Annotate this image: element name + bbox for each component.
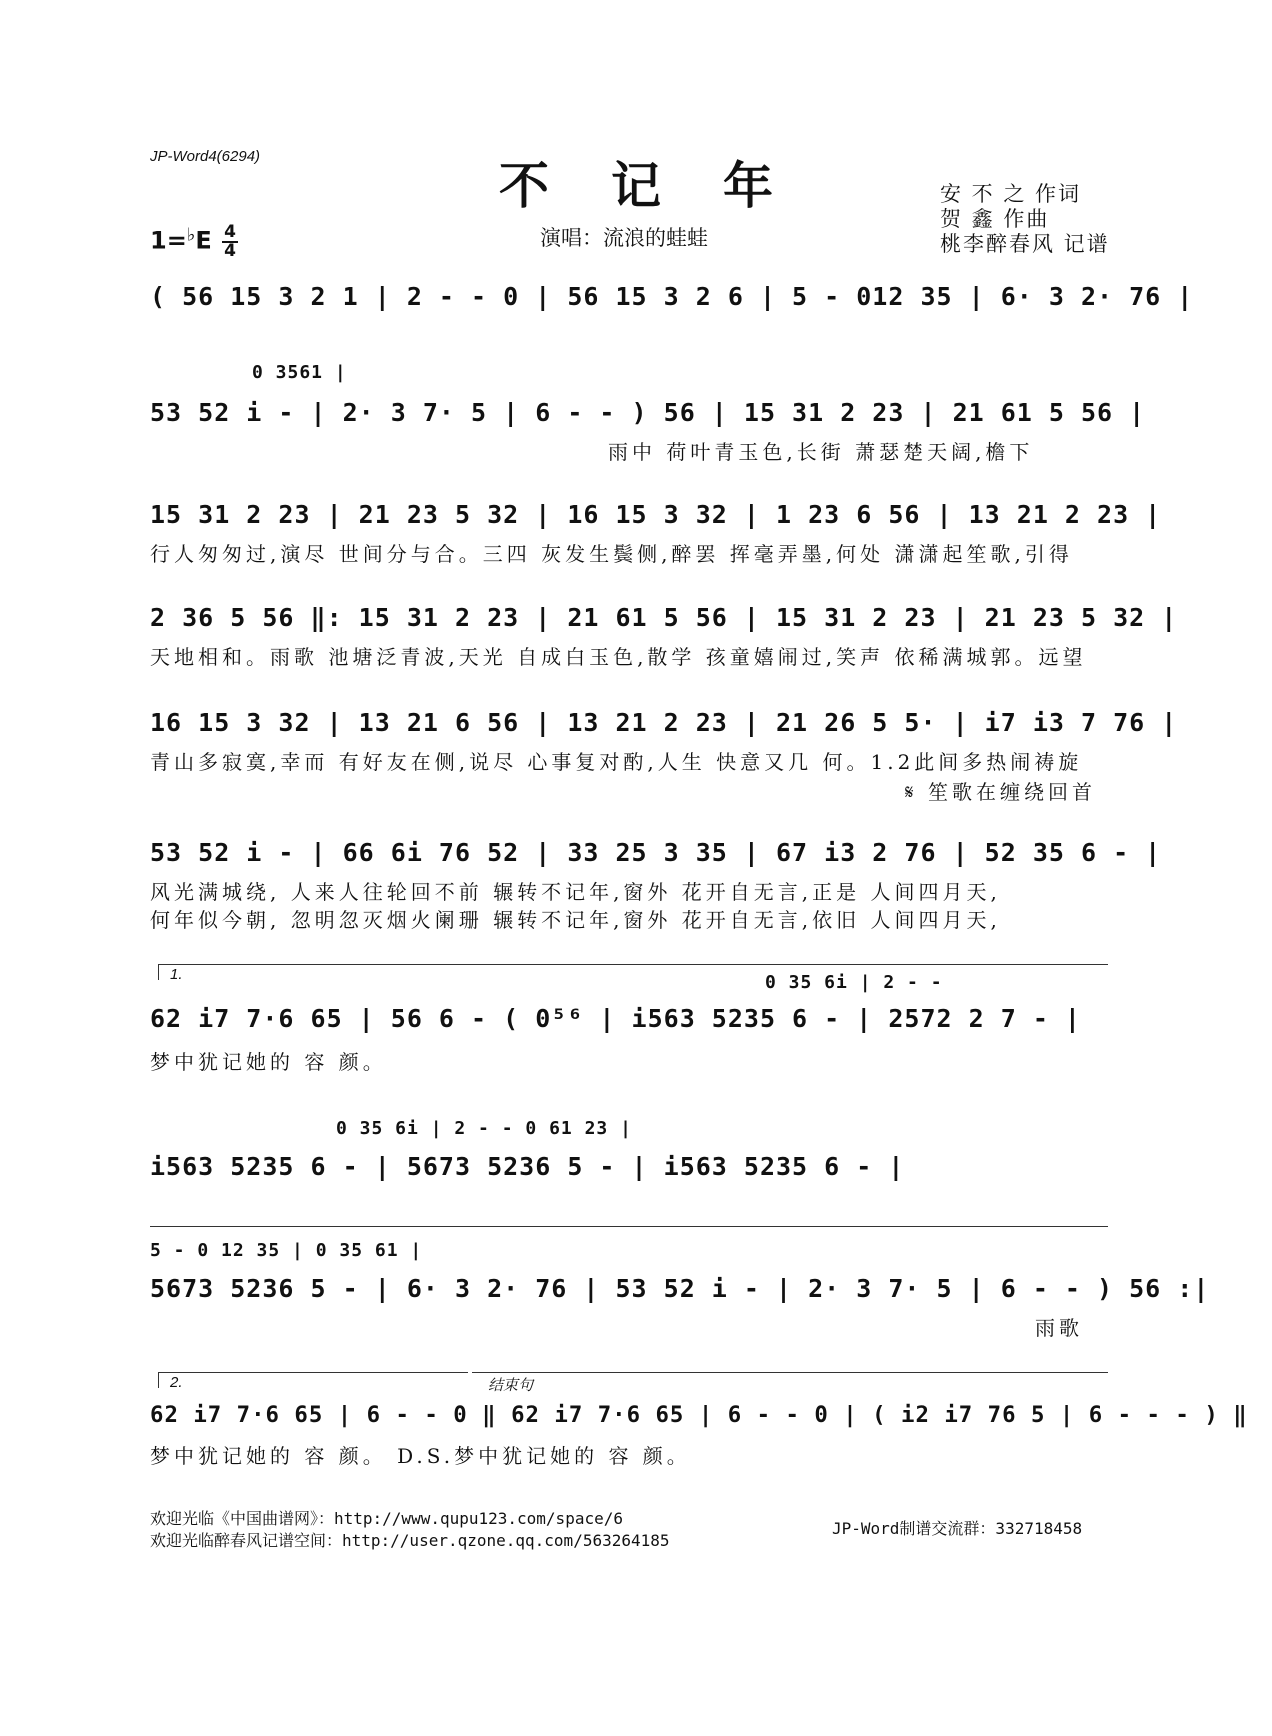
system-8-above: 0 35 6i | 2 - - 0 61 23 | [336, 1118, 632, 1139]
performer: 演唱：流浪的蛙蛙 [540, 226, 708, 250]
system-4-lyrics: 天地相和。雨歌 池塘泛青波,天光 自成白玉色,散学 孩童嬉闹过,笑声 依稀满城郭。远望 [150, 645, 1087, 669]
system-9-lyrics: 雨歌 [1035, 1316, 1083, 1340]
system-6-lyrics-1: 风光满城绕, 人来人往轮回不前 辗转不记年,窗外 花开自无言,正是 人间四月天, [150, 880, 1001, 904]
system-7-above: 0 35 6i | 2 - - [765, 972, 943, 993]
system-9-rule [150, 1226, 1108, 1227]
system-9-above: 5 - 0 12 35 | 0 35 61 | [150, 1240, 423, 1261]
flat-icon: ♭ [186, 224, 196, 246]
system-8-notes: i563 5235 6 - | 5673 5236 5 - | i563 5235 6 - | [150, 1152, 905, 1181]
volta-1-bracket-end [158, 964, 159, 980]
footer-group: JP-Word制谱交流群：332718458 [832, 1519, 1083, 1538]
key-note: E [195, 226, 212, 255]
footer-link-2[interactable]: 欢迎光临醉春风记谱空间：http://user.qzone.qq.com/563264185 [150, 1531, 670, 1550]
system-7-lyrics: 梦中犹记她的 容 颜。 [150, 1050, 387, 1074]
song-title: 不记年 [499, 156, 835, 215]
volta-1-bracket [158, 964, 1108, 965]
system-2-lyrics: 雨中 荷叶青玉色,长街 萧瑟楚天阔,檐下 [608, 440, 1034, 464]
system-2-notes: 53 52 i - | 2· 3 7· 5 | 6 - - ) 56 | 15 31 2 23 | 21 61 5 56 | [150, 398, 1146, 427]
system-10-notes: 62 i7 7·6 65 | 6 - - 0 ‖ 62 i7 7·6 65 | 6 - - 0 | ( i2 i7 76 5 | 6 - - - ) ‖ [150, 1402, 1248, 1428]
time-signature [222, 224, 238, 259]
system-9-notes: 5673 5236 5 - | 6· 3 2· 76 | 53 52 i - | 2· 3 7· 5 | 6 - - ) 56 :| [150, 1274, 1210, 1303]
lyricist-credit: 安 不 之 作词 [940, 182, 1082, 206]
system-6-notes: 53 52 i - | 66 6i 76 52 | 33 25 3 35 | 67 i3 2 76 | 52 35 6 - | [150, 838, 1162, 867]
system-6-lyrics-2: 何年似今朝, 忽明忽灭烟火阑珊 辗转不记年,窗外 花开自无言,依旧 人间四月天, [150, 908, 1001, 932]
system-7-notes: 62 i7 7·6 65 | 56 6 - ( 0⁵⁶ | i563 5235 6 - | 2572 2 7 - | [150, 1004, 1081, 1033]
composer-credit: 贺 鑫 作曲 [940, 207, 1050, 231]
system-1-notes: ( 56 15 3 2 1 | 2 - - 0 | 56 15 3 2 6 | 5 - 012 35 | 6· 3 2· 76 | [150, 282, 1194, 311]
system-10-lyrics: 梦中犹记她的 容 颜。 D.S.梦中犹记她的 容 颜。 [150, 1444, 691, 1468]
key-label: 1= [150, 226, 187, 255]
system-5-lyrics-1: 青山多寂寞,幸而 有好友在侧,说尽 心事复对酌,人生 快意又几 何。1.2此间多热闹祷旋 [150, 750, 1083, 774]
system-5-notes: 16 15 3 32 | 13 21 6 56 | 13 21 2 23 | 21 26 5 5· | i7 i3 7 76 | [150, 708, 1178, 737]
volta-1-label: 1. [170, 966, 183, 983]
coda-bracket [472, 1372, 1108, 1373]
footer-link-1[interactable]: 欢迎光临《中国曲谱网》：http://www.qupu123.com/space/6 [150, 1509, 623, 1528]
system-3-notes: 15 31 2 23 | 21 23 5 32 | 16 15 3 32 | 1 23 6 56 | 13 21 2 23 | [150, 500, 1162, 529]
key-signature [150, 224, 238, 259]
footer-links [150, 1508, 670, 1552]
credits [940, 182, 1110, 257]
volta-2-label: 2. [170, 1374, 183, 1391]
software-label: JP-Word4(6294) [150, 148, 261, 165]
system-3-lyrics: 行人匆匆过,演尽 世间分与合。三四 灰发生鬓侧,醉罢 挥毫弄墨,何处 潇潇起笙歌,引得 [150, 542, 1073, 566]
time-top: 4 [224, 222, 236, 242]
system-5-lyrics-2: 𝄋 笙歌在缠绕回首 [905, 780, 1096, 804]
system-2-above: 0 3561 | [252, 362, 347, 383]
coda-label: 结束句 [488, 1377, 534, 1394]
volta-2-bracket-end [158, 1372, 159, 1388]
time-bottom: 4 [224, 241, 236, 261]
transcriber-credit: 桃李醉春风 记谱 [940, 232, 1110, 256]
system-4-notes: 2 36 5 56 ‖: 15 31 2 23 | 21 61 5 56 | 15 31 2 23 | 21 23 5 32 | [150, 603, 1178, 632]
volta-2-bracket [158, 1372, 468, 1373]
